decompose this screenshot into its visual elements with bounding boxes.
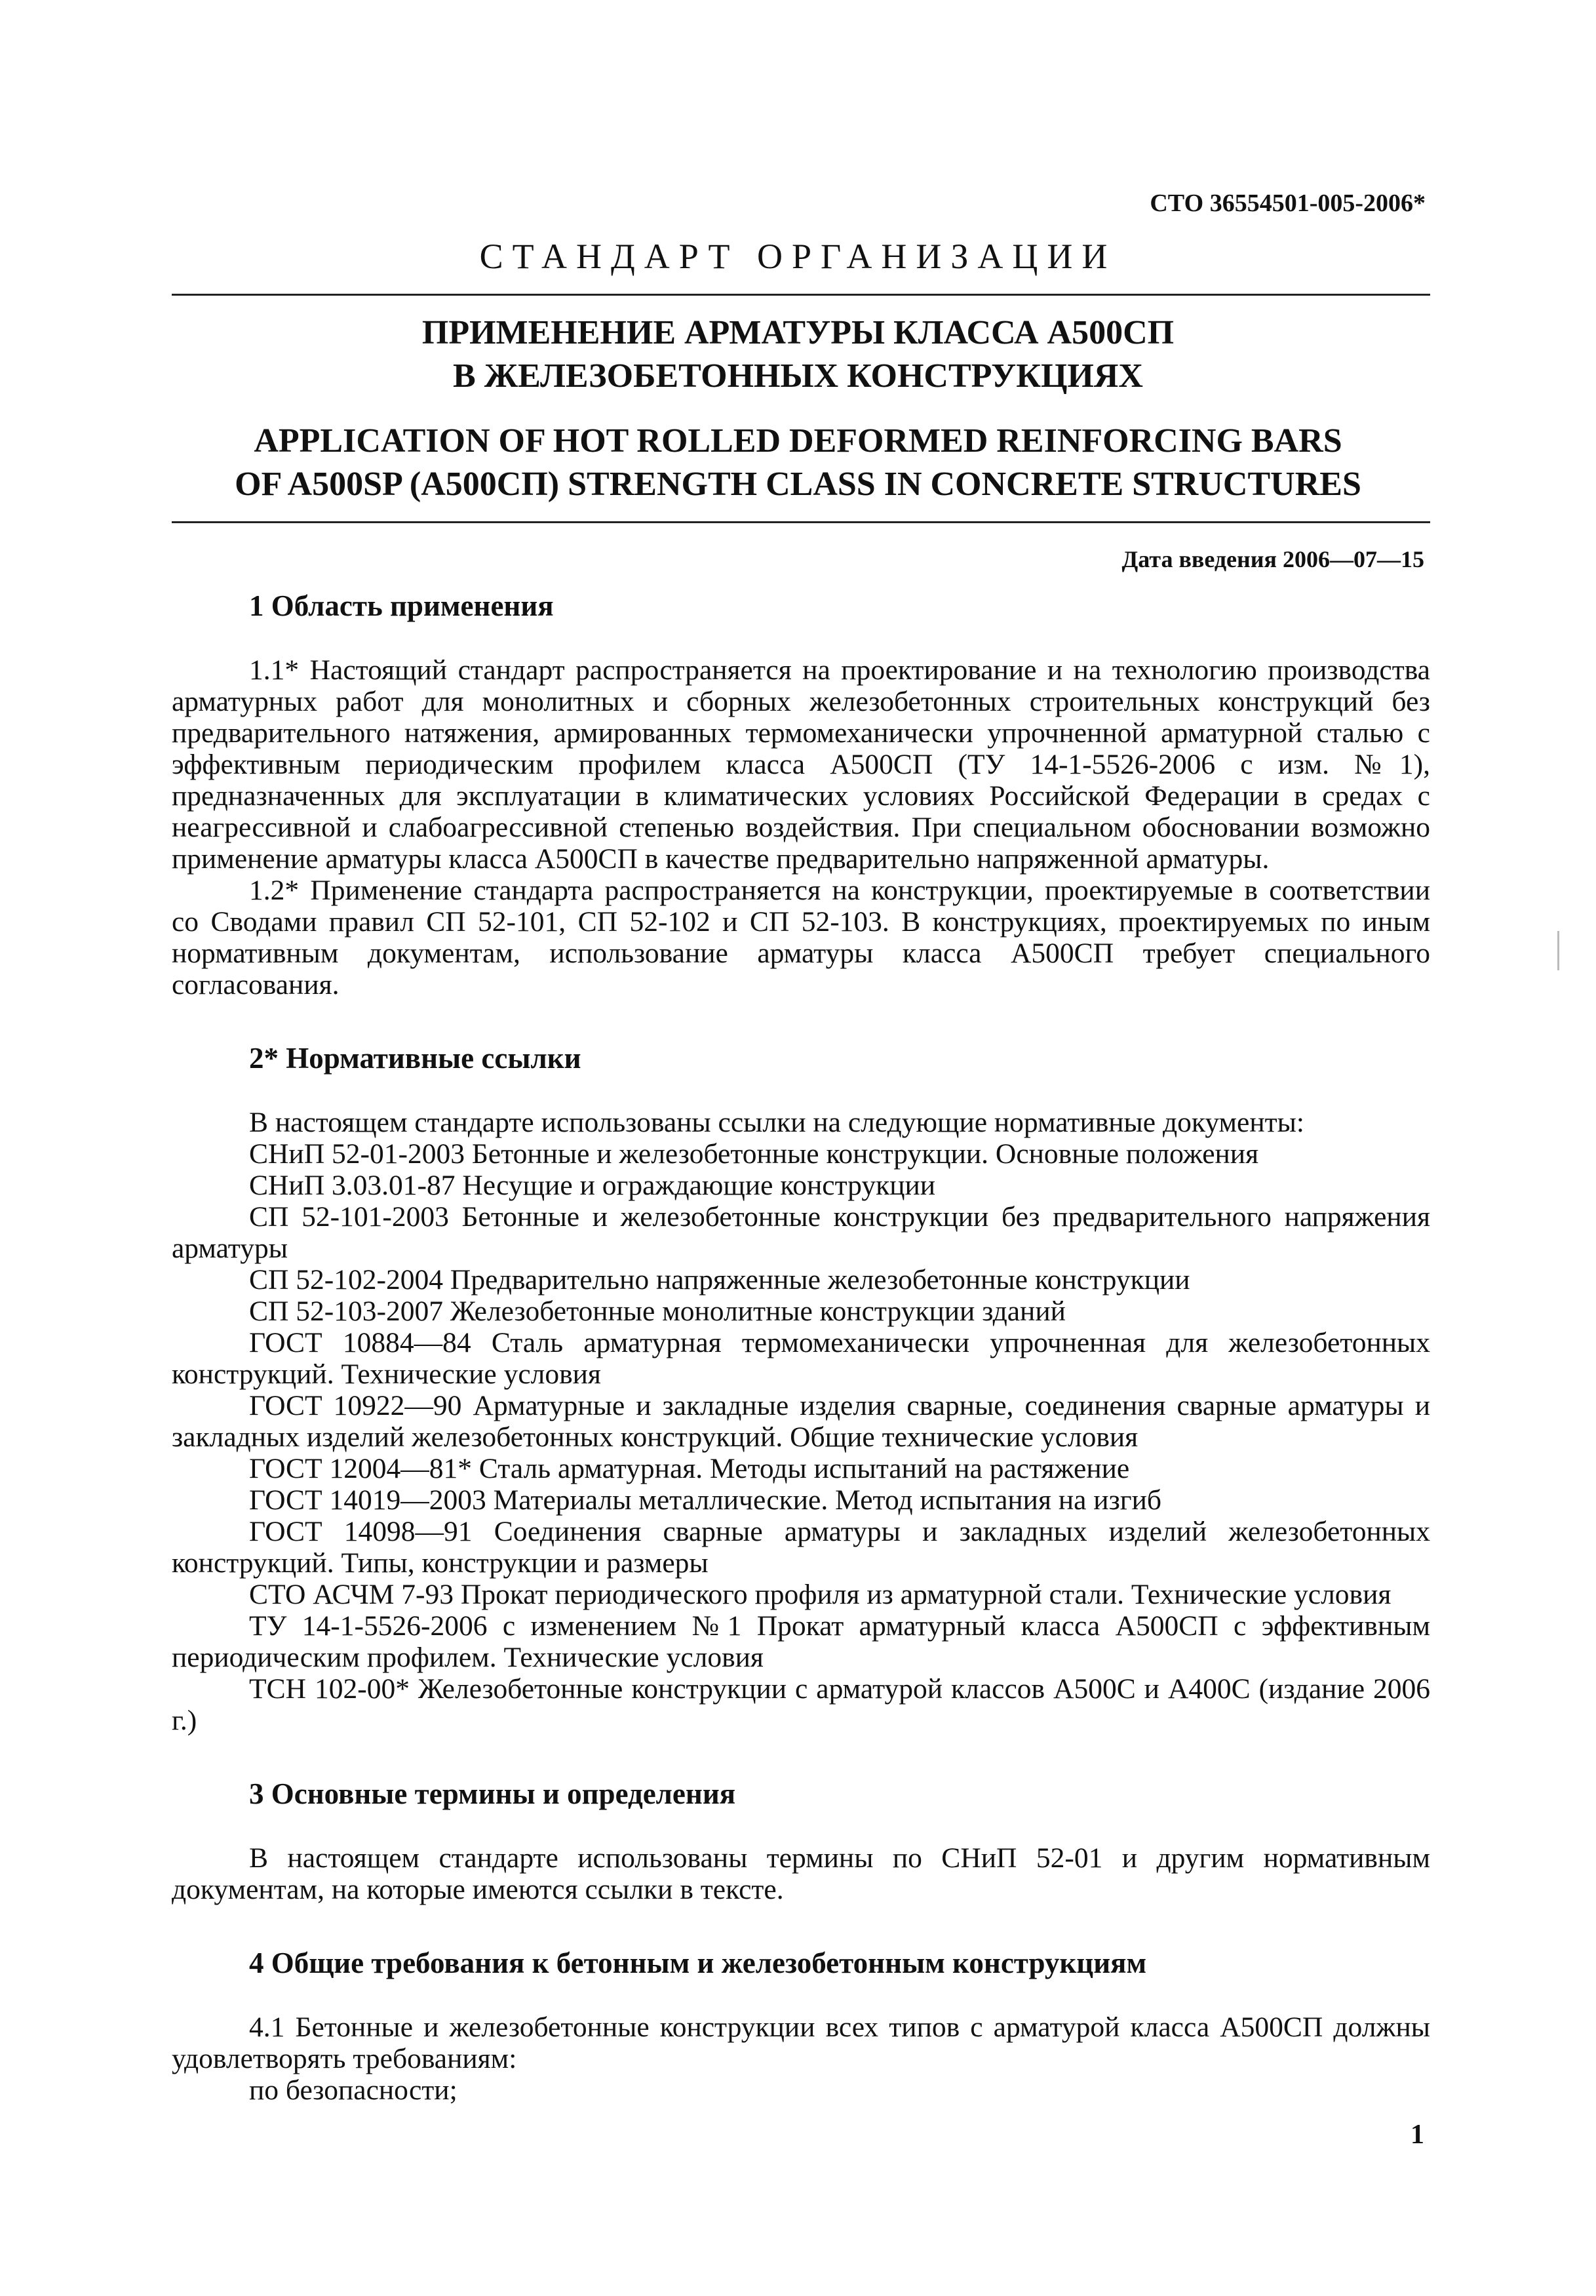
- reference-item: ГОСТ 12004—81* Сталь арматурная. Методы испытаний на растяжение: [249, 1453, 1130, 1484]
- reference-item: ТСН 102-00* Железобетонные конструкции с арматурой классов А500С и А400С (издание 2006 г.): [172, 1673, 1430, 1736]
- paragraph-4-1: 4.1 Бетонные и железобетонные конструкции всех типов с арматурой класса А500СП должны удовлетворять требованиям:: [172, 2011, 1430, 2074]
- scan-margin-mark: [1557, 931, 1559, 970]
- section-1-heading: 1 Область применения: [249, 589, 554, 622]
- section-4-heading: 4 Общие требования к бетонным и железобетонным конструкциям: [249, 1947, 1147, 1979]
- paragraph-4-1-item: по безопасности;: [249, 2074, 457, 2106]
- reference-item: СП 52-102-2004 Предварительно напряженные железобетонные конструкции: [249, 1264, 1190, 1296]
- paragraph-1-2: 1.2* Применение стандарта распространяется на конструкции, проектируемые в соответствии со Сводами правил СП 52-101, СП 52-102 и СП 52-103. В конструкциях, проектируемых по иным нормативным документам, использование арматуры класса А500СП требует специального согласования.: [172, 875, 1430, 1000]
- reference-item: ГОСТ 14019—2003 Материалы металлические. Метод испытания на изгиб: [249, 1484, 1162, 1516]
- document-number: СТО 36554501-005-2006*: [1150, 189, 1426, 217]
- title-english: [0, 420, 1596, 506]
- paragraph-3: В настоящем стандарте использованы термины по СНиП 52-01 и другим нормативным документам, на которые имеются ссылки в тексте.: [172, 1842, 1430, 1905]
- reference-item: ТУ 14-1-5526-2006 с изменением №1 Прокат арматурный класса А500СП с эффективным периодическим профилем. Технические условия: [172, 1610, 1430, 1673]
- title-russian: [0, 311, 1596, 398]
- references-intro: В настоящем стандарте использованы ссылки на следующие нормативные документы:: [249, 1107, 1304, 1138]
- document-body: [172, 590, 1430, 2106]
- section-2-heading: 2* Нормативные ссылки: [249, 1042, 581, 1075]
- title-russian-line-2: В ЖЕЛЕЗОБЕТОННЫХ КОНСТРУКЦИЯХ: [453, 357, 1143, 395]
- reference-item: ГОСТ 10922—90 Арматурные и закладные изделия сварные, соединения сварные арматуры и закладных изделий железобетонных конструкций. Общие технические условия: [172, 1390, 1430, 1453]
- reference-item: ГОСТ 10884—84 Сталь арматурная термомеханически упрочненная для железобетонных конструкций. Технические условия: [172, 1327, 1430, 1390]
- reference-item: СТО АСЧМ 7-93 Прокат периодического профиля из арматурной стали. Технические условия: [249, 1579, 1392, 1610]
- reference-item: СП 52-103-2007 Железобетонные монолитные конструкции зданий: [249, 1296, 1066, 1327]
- section-3-heading: 3 Основные термины и определения: [249, 1777, 736, 1810]
- reference-item: СП 52-101-2003 Бетонные и железобетонные конструкции без предварительного напряжения арматуры: [172, 1201, 1430, 1264]
- top-rule: [172, 294, 1430, 296]
- title-english-line-1: APPLICATION OF HOT ROLLED DEFORMED REINFORCING BARS: [254, 422, 1342, 460]
- introduction-date: Дата введения 2006—07—15: [1121, 546, 1424, 572]
- organization-standard-label: СТАНДАРТ ОРГАНИЗАЦИИ: [479, 237, 1117, 276]
- title-russian-line-1: ПРИМЕНЕНИЕ АРМАТУРЫ КЛАССА А500СП: [421, 314, 1175, 351]
- title-english-line-2: OF A500SP (A500СП) STRENGTH CLASS IN CONCRETE STRUCTURES: [235, 465, 1361, 503]
- reference-item: СНиП 52-01-2003 Бетонные и железобетонные конструкции. Основные положения: [249, 1138, 1259, 1170]
- reference-item: ГОСТ 14098—91 Соединения сварные арматуры и закладных изделий железобетонных конструкций. Типы, конструкции и размеры: [172, 1516, 1430, 1579]
- reference-item: СНиП 3.03.01-87 Несущие и ограждающие конструкции: [249, 1170, 936, 1201]
- paragraph-1-1: 1.1* Настоящий стандарт распространяется на проектирование и на технологию производства арматурных работ для монолитных и сборных железобетонных строительных конструкций без предварительного натяжения, армированных термомеханически упрочненной арматурной сталью с эффективным периодическим профилем класса А500СП (ТУ 14-1-5526-2006 с изм. №1), предназначенных для эксплуатации в климатических условиях Российской Федерации в средах с неагрессивной и слабоагрессивной степенью воздействия. При специальном обосновании возможно применение арматуры класса А500СП в качестве предварительно напряженной арматуры.: [172, 654, 1430, 875]
- page-number: 1: [1411, 2120, 1424, 2150]
- title-rule: [172, 521, 1430, 523]
